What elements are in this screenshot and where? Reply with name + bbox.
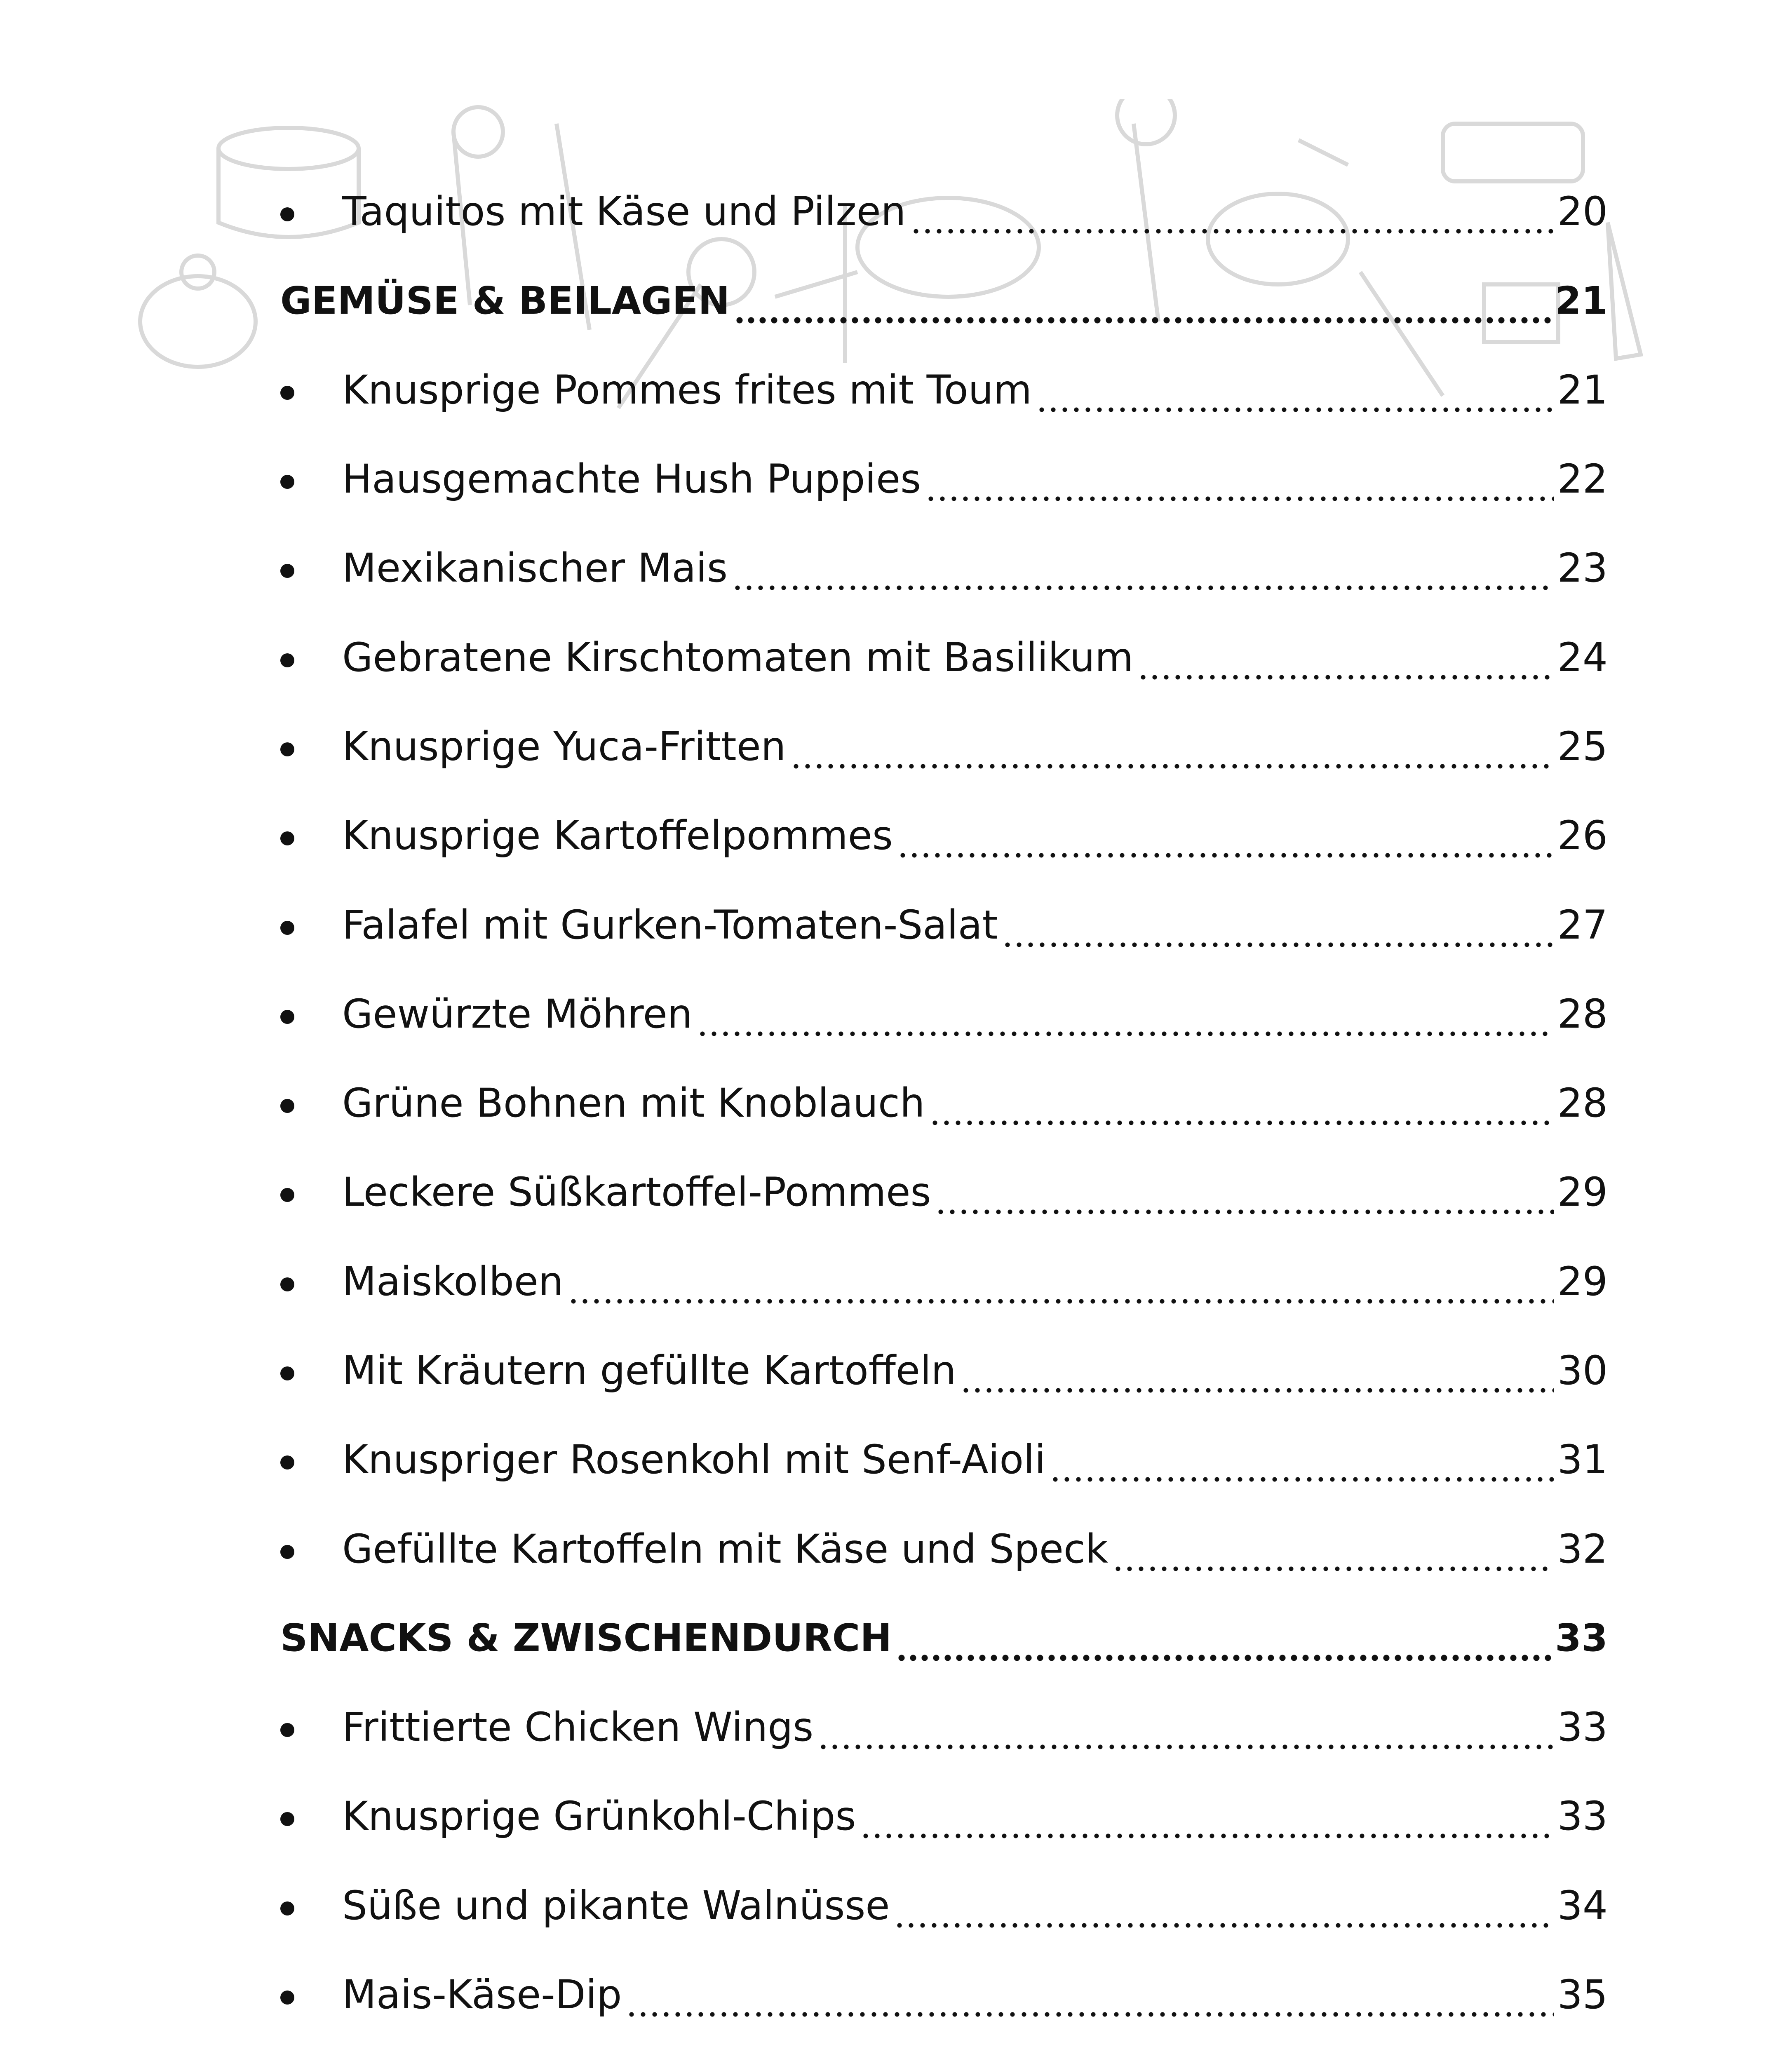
toc-entry-title: SNACKS & ZWISCHENDURCH: [280, 1616, 892, 1660]
bullet-icon: [280, 1455, 294, 1469]
toc-entry: [280, 523, 1608, 613]
dot-leader: [925, 465, 1554, 505]
toc-entry: [280, 1237, 1608, 1326]
dot-leader: [1050, 1446, 1554, 1485]
toc-entry: [280, 1504, 1608, 1593]
toc-page-number: 32: [1557, 1526, 1608, 1572]
toc-entry-title: Gewürzte Möhren: [342, 991, 693, 1037]
toc-page-number: 27: [1557, 901, 1608, 948]
dot-leader: [935, 1178, 1554, 1218]
bullet-icon: [280, 1991, 294, 2005]
dot-leader: [910, 197, 1554, 237]
toc-page-number: 28: [1557, 1080, 1608, 1127]
table-of-contents: [280, 167, 1608, 2061]
toc-entry-title: Mit Kräutern gefüllte Kartoffeln: [342, 1347, 956, 1394]
toc-entry: [280, 702, 1608, 791]
toc-entry-title: Mexikanischer Mais: [342, 545, 728, 592]
dot-leader: [1112, 1535, 1554, 1575]
toc-page-number: 33: [1555, 1616, 1608, 1660]
bullet-icon: [280, 831, 294, 845]
toc-page-number: 31: [1557, 1437, 1608, 1483]
bullet-icon: [280, 475, 294, 489]
dot-leader: [734, 286, 1552, 326]
toc-entry: [280, 434, 1608, 523]
toc-entry-title: Süße und pikante Walnüsse: [342, 1882, 890, 1929]
bullet-icon: [280, 1545, 294, 1559]
dot-leader: [929, 1089, 1554, 1129]
dot-leader: [1036, 376, 1554, 415]
bullet-icon: [280, 1901, 294, 1915]
bullet-icon: [280, 1277, 294, 1291]
bullet-icon: [280, 564, 294, 578]
toc-entry-title: Leckere Süßkartoffel-Pommes: [342, 1169, 931, 1216]
toc-entry-title: GEMÜSE & BEILAGEN: [280, 278, 730, 323]
dot-leader: [790, 732, 1554, 772]
dot-leader: [860, 1802, 1554, 1842]
toc-entry: [280, 167, 1608, 256]
bullet-icon: [280, 653, 294, 667]
toc-entry: [280, 1148, 1608, 1237]
toc-page-number: 29: [1557, 1258, 1608, 1305]
toc-entry: [280, 969, 1608, 1059]
toc-entry: [280, 880, 1608, 969]
bullet-icon: [280, 921, 294, 935]
toc-page-number: 34: [1557, 1882, 1608, 1929]
toc-page-number: 24: [1557, 634, 1608, 681]
bullet-icon: [280, 1010, 294, 1024]
dot-leader: [732, 554, 1554, 594]
toc-entry-title: Gefüllte Kartoffeln mit Käse und Speck: [342, 1526, 1109, 1572]
toc-page-number: 25: [1557, 723, 1608, 770]
toc-entry: [280, 1326, 1608, 1415]
toc-entry: [280, 345, 1608, 434]
dot-leader: [697, 1000, 1554, 1040]
toc-entry-title: Knusprige Grünkohl-Chips: [342, 1793, 856, 1840]
toc-entry-title: Gebratene Kirschtomaten mit Basilikum: [342, 634, 1134, 681]
toc-entry-title: Grüne Bohnen mit Knoblauch: [342, 1080, 925, 1127]
toc-entry-title: Maiskolben: [342, 1258, 564, 1305]
dot-leader: [626, 1981, 1554, 2020]
toc-page-number: 30: [1557, 1347, 1608, 1394]
toc-section-heading: [280, 1594, 1608, 1683]
toc-entry: [280, 2039, 1608, 2061]
dot-leader: [960, 1357, 1554, 1396]
dot-leader: [894, 1892, 1554, 1931]
toc-page-number: 26: [1557, 812, 1608, 859]
bullet-icon: [280, 386, 294, 400]
toc-page-number: 21: [1557, 366, 1608, 413]
toc-entry: [280, 1683, 1608, 1772]
toc-page-number: 20: [1557, 188, 1608, 235]
dot-leader: [896, 1624, 1552, 1664]
toc-page-number: 35: [1557, 1972, 1608, 2018]
dot-leader: [897, 822, 1554, 861]
dot-leader: [568, 1268, 1554, 1307]
bullet-icon: [280, 1812, 294, 1826]
toc-entry-title: Knuspriger Rosenkohl mit Senf-Aioli: [342, 1437, 1046, 1483]
toc-page-number: 23: [1557, 545, 1608, 592]
toc-entry-title: Mais-Käse-Dip: [342, 1972, 622, 2018]
toc-entry: [280, 1415, 1608, 1504]
toc-entry: [280, 1950, 1608, 2039]
bullet-icon: [280, 1723, 294, 1737]
dot-leader: [817, 1713, 1554, 1753]
toc-page-number: 33: [1557, 1704, 1608, 1751]
toc-page-number: 29: [1557, 1169, 1608, 1216]
toc-entry-title: Falafel mit Gurken-Tomaten-Salat: [342, 901, 998, 948]
toc-entry-title: Knusprige Kartoffelpommes: [342, 812, 893, 859]
toc-entry: [280, 1772, 1608, 1861]
toc-entry-title: Hausgemachte Hush Puppies: [342, 456, 921, 502]
bullet-icon: [280, 1099, 294, 1113]
toc-entry-title: Knusprige Pommes frites mit Toum: [342, 366, 1032, 413]
toc-page-number: 33: [1557, 1793, 1608, 1840]
bullet-icon: [280, 1188, 294, 1202]
toc-page-number: 21: [1555, 278, 1608, 323]
toc-entry-title: Taquitos mit Käse und Pilzen: [342, 188, 906, 235]
toc-entry: [280, 791, 1608, 880]
bullet-icon: [280, 207, 294, 221]
toc-entry-title: Knusprige Yuca-Fritten: [342, 723, 786, 770]
bullet-icon: [280, 1366, 294, 1380]
toc-entry: [280, 613, 1608, 702]
dot-leader: [1137, 643, 1554, 683]
bullet-icon: [280, 742, 294, 756]
toc-section-heading: [280, 256, 1608, 345]
toc-page-number: 22: [1557, 456, 1608, 502]
toc-entry: [280, 1059, 1608, 1148]
toc-entry: [280, 1861, 1608, 1950]
toc-entry-title: Frittierte Chicken Wings: [342, 1704, 814, 1751]
toc-page-number: 28: [1557, 991, 1608, 1037]
dot-leader: [1002, 911, 1554, 951]
